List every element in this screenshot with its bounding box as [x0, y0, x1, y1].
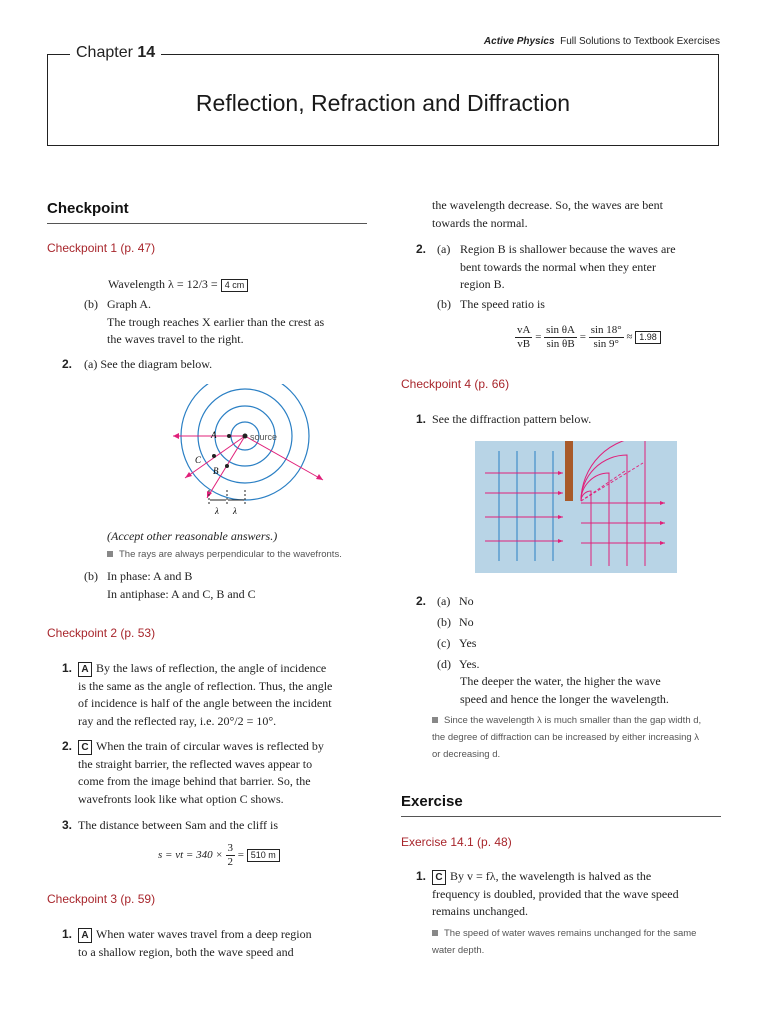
checkpoint-1-heading: Checkpoint 1 (p. 47)	[47, 241, 156, 255]
exercise-q1	[432, 868, 722, 921]
label-a: A	[211, 430, 217, 440]
question-number: 1.	[416, 412, 427, 426]
cp1-b-text	[107, 296, 324, 349]
frac-num: sin 18°	[590, 324, 622, 336]
label-b: B	[213, 466, 219, 476]
q2a-text	[460, 241, 676, 294]
circular-waves-diagram	[165, 384, 325, 516]
frac-den: sin 9°	[593, 338, 619, 350]
exercise-14-1-heading: Exercise 14.1 (p. 48)	[401, 835, 512, 849]
question-number: 2.	[416, 242, 427, 256]
answer-box: 510 m	[247, 849, 280, 862]
note-text: water depth.	[432, 945, 485, 956]
text-line: is the same as the angle of reflection. Thus, the angle	[78, 678, 333, 693]
wavelength-text: Wavelength λ = 12/3 =	[108, 277, 218, 291]
frac-num: vA	[517, 324, 531, 336]
note	[107, 546, 342, 563]
question-number: 1.	[62, 927, 73, 941]
section-rule	[47, 223, 367, 224]
cp3-q1	[78, 926, 373, 961]
book-title: Active Physics	[483, 36, 555, 47]
note-bullet-icon	[432, 717, 438, 723]
accept-note: (Accept other reasonable answers.)	[107, 529, 278, 543]
checkpoint-4-heading: Checkpoint 4 (p. 66)	[401, 377, 510, 391]
chapter-number: 14	[137, 44, 156, 61]
text-line: frequency is doubled, provided that the wave speed	[432, 886, 679, 901]
cp1-q2a: (a) See the diagram below.	[84, 357, 213, 371]
cp1-q2b-label: (b)	[84, 569, 98, 583]
answer-choice-box: C	[432, 870, 446, 885]
chapter-title: Reflection, Refraction and Diffraction	[195, 90, 571, 116]
approx-sign: ≈	[626, 331, 633, 344]
note	[432, 712, 701, 763]
note-bullet-icon	[432, 930, 438, 936]
text-line: When water waves travel from a deep region	[96, 927, 312, 941]
label-c: C	[195, 455, 202, 465]
answer-choice-box: C	[78, 740, 92, 755]
text-line: the waves travel to the right.	[107, 332, 244, 346]
cp2-q1	[78, 660, 373, 730]
text-line: In antiphase: A and C, B and C	[107, 586, 256, 601]
fraction	[226, 842, 236, 869]
item-label: (d)	[437, 657, 451, 671]
ray-line	[245, 436, 323, 480]
q2b-text: The speed ratio is	[460, 297, 545, 311]
note-text: The rays are always perpendicular to the wavefronts.	[119, 549, 342, 560]
fraction	[544, 324, 577, 351]
point-a-dot	[227, 434, 231, 438]
text-line: When the train of circular waves is reflected by	[96, 739, 324, 753]
book-subtitle: Full Solutions to Textbook Exercises	[560, 36, 720, 47]
text-line: remains unchanged.	[432, 904, 528, 918]
frac-num: 3	[227, 842, 233, 854]
arrowhead-icon	[185, 472, 192, 478]
answer-box: 1.98	[635, 331, 661, 344]
cp1-q2b	[107, 568, 256, 603]
cp2-q3-text: The distance between Sam and the cliff is	[78, 818, 279, 832]
fraction	[515, 324, 532, 351]
cp1-wavelength	[108, 276, 248, 294]
note	[432, 925, 696, 959]
cp4-q2d-explanation	[460, 673, 669, 708]
item-label: (c)	[437, 636, 451, 650]
text-line: to a shallow region, both the wave speed and	[78, 944, 294, 959]
answer-choice-box: A	[78, 928, 92, 943]
running-header	[484, 36, 720, 47]
checkpoint-3-heading: Checkpoint 3 (p. 59)	[47, 892, 156, 906]
item-text: No	[459, 615, 474, 629]
note-text: The speed of water waves remains unchanged for the same	[444, 928, 697, 939]
item-text: No	[459, 594, 474, 608]
text-line: of incidence is half of the angle between the incident	[78, 696, 332, 710]
frac-den: sin θB	[546, 338, 575, 350]
text-line: By v = fλ, the wavelength is halved as the	[450, 869, 652, 883]
fraction	[589, 324, 624, 351]
point-b-dot	[225, 464, 229, 468]
text-line: wavefronts look like what option C shows.	[78, 791, 284, 806]
checkpoint-2-heading: Checkpoint 2 (p. 53)	[47, 626, 156, 640]
text-line: the wavelength decrease. So, the waves are bent	[432, 198, 663, 212]
label-lambda: λ	[233, 506, 237, 516]
cp4-q2-list	[437, 593, 479, 674]
item-text: Yes.	[459, 657, 480, 671]
note-text: the degree of diffraction can be increased by either increasing λ	[432, 732, 700, 743]
label-source: source	[250, 432, 278, 442]
note-bullet-icon	[107, 551, 113, 557]
label-lambda: λ	[215, 506, 219, 516]
frac-den: vB	[517, 338, 531, 350]
text-line: towards the normal.	[432, 215, 528, 230]
cp3-continued	[432, 197, 663, 232]
section-rule	[401, 816, 721, 817]
text-line: The trough reaches X earlier than the crest as	[107, 314, 325, 329]
frac-num: sin θA	[546, 324, 575, 336]
text-line: the straight barrier, the reflected waves appear to	[78, 756, 313, 771]
item-label: (a)	[437, 594, 451, 608]
barrier	[565, 441, 573, 501]
note-text: or decreasing d.	[432, 749, 501, 760]
section-checkpoint: Checkpoint	[47, 200, 129, 217]
cp4-q1-text: See the diffraction pattern below.	[432, 412, 592, 426]
question-number: 2.	[62, 739, 73, 753]
text-line: Region B is shallower because the waves are	[460, 242, 676, 256]
text-line: region B.	[460, 277, 505, 291]
water-background	[475, 441, 677, 573]
text-line: bent towards the normal when they enter	[460, 259, 656, 274]
chapter-label	[70, 44, 161, 62]
text-line: The deeper the water, the higher the wave	[460, 674, 661, 688]
question-number: 2.	[62, 357, 73, 371]
frac-den: 2	[227, 856, 233, 868]
chapter-word: Chapter	[76, 44, 133, 61]
arrowhead-icon	[173, 433, 179, 439]
text-line: In phase: A and B	[107, 569, 193, 583]
text-line: By the laws of reflection, the angle of incidence	[96, 661, 327, 675]
question-number: 1.	[416, 869, 427, 883]
section-exercise: Exercise	[401, 793, 463, 810]
text-line: Graph A.	[107, 297, 151, 311]
question-number: 2.	[416, 594, 427, 608]
question-number: 1.	[62, 661, 73, 675]
text-line: ray and the reflected ray, i.e. 20°/2 = 10°.	[78, 713, 277, 728]
text-line: speed and hence the longer the wavelength.	[460, 691, 669, 706]
diffraction-diagram	[475, 441, 677, 573]
note-text: Since the wavelength λ is much smaller than the gap width d,	[444, 715, 702, 726]
point-c-dot	[212, 454, 216, 458]
speed-ratio-equation: $\frac{vA}{vB}$ = $\frac{\text{sin θA}}{\text{sin θB}}$ = $\frac{\sin 18^\circ}{\sin 9^\circ}$ ≈ 1.98	[515, 324, 661, 351]
q2b-label: (b)	[437, 297, 451, 311]
equation-left: s = vt = 340 ×	[158, 849, 223, 862]
q2a-label: (a)	[437, 242, 451, 256]
cp2-q2	[78, 738, 373, 808]
answer-choice-box: A	[78, 662, 92, 677]
cp1-b-label: (b)	[84, 297, 98, 311]
question-number: 3.	[62, 818, 73, 832]
answer-box: 4 cm	[221, 279, 249, 292]
cp2-q3-equation: s = vt = 340 × $\frac{3}{2}$ = 510 m	[158, 842, 280, 869]
text-line: come from the image behind that barrier. So, the	[78, 774, 311, 788]
item-label: (b)	[437, 615, 451, 629]
item-text: Yes	[459, 636, 477, 650]
source-dot	[243, 434, 248, 439]
